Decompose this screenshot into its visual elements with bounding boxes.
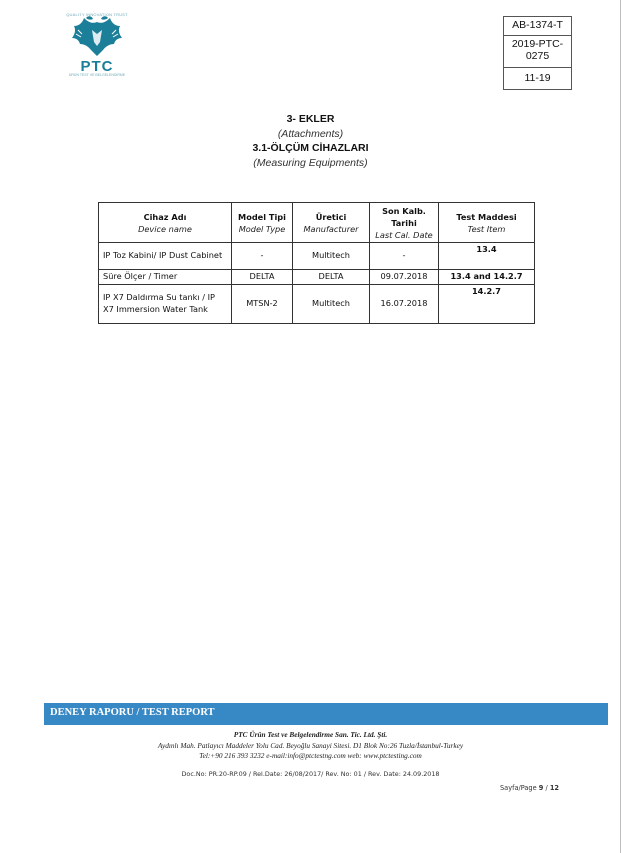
header-test-item-en: Test Item [467,224,506,234]
cell-cal-date: 09.07.2018 [370,270,439,285]
section-title-en: (Attachments) [277,127,344,140]
cell-device: IP X7 Daldırma Su tankı / IP X7 Immersion Water Tank [99,284,232,323]
header-cal-date [370,203,439,243]
cell-test-item: 13.4 and 14.2.7 [439,270,535,285]
page-separator: / [545,784,548,792]
company-info [0,730,621,762]
report-code-box [503,16,572,90]
cell-test-item: 14.2.7 [439,284,535,323]
header-cal-date-en: Last Cal. Date [375,230,433,240]
subsection-title-en: (Measuring Equipments) [253,156,368,169]
cell-model: MTSN-2 [232,284,293,323]
header-model [232,203,293,243]
header-manufacturer [293,203,370,243]
company-address: Aydınlı Mah. Patlayıcı Maddeler Yolu Cad. Beyoğlu Sanayi Sitesi. D1 Blok No:26 Tuzla/İstanbul-Turkey [157,740,464,750]
header-device-tr: Cihaz Adı [143,212,187,222]
code-line-1: AB-1374-T [504,17,571,36]
eagle-emblem-icon [66,12,128,60]
header-test-item-tr: Test Maddesi [456,212,517,222]
page-label: Sayfa/Page [500,784,537,792]
cell-device: Süre Ölçer / Timer [99,270,232,285]
footer-report-title: DENEY RAPORU / TEST REPORT [50,707,215,718]
logo-bottom-text: ÜRÜN TEST VE BELGELENDİRME [68,73,126,77]
logo-top-text: QUALITY INNOVATION TRUST [66,12,128,17]
header-cal-date-tr: Son Kalb. Tarihi [382,206,426,228]
section-title: 3- EKLER [286,113,335,125]
header-model-en: Model Type [238,224,286,234]
page-current: 9 [538,784,544,792]
cell-model: DELTA [232,270,293,285]
footer-report-bar [44,703,608,725]
subsection-title: 3.1-ÖLÇÜM CİHAZLARI [252,142,369,154]
header-test-item [439,203,535,243]
header-model-tr: Model Tipi [238,212,286,222]
logo-brand: PTC [80,58,114,75]
cell-cal-date: - [370,243,439,270]
page-number [500,784,559,792]
page-total: 12 [549,784,560,792]
header-manufacturer-tr: Üretici [315,212,347,222]
table-row [99,243,535,270]
cell-test-item: 13.4 [439,243,535,270]
table-row [99,284,535,323]
measuring-equipment-table [98,202,535,324]
header-device [99,203,232,243]
cell-manufacturer: Multitech [293,284,370,323]
ptc-logo [66,12,128,78]
header-device-en: Device name [138,224,192,234]
document-number: Doc.No: PR.20-RP.09 / Rel.Date: 26/08/2017/ Rev. No: 01 / Rev. Date: 24.09.2018 [181,770,440,778]
table-row [99,270,535,285]
company-contact: Tel:+90 216 393 3232 e-mail:info@ptctestng.com web: www.ptctesting.com [199,751,422,760]
code-line-3: 11-19 [524,72,551,84]
table-header-row [99,203,535,243]
cell-manufacturer: DELTA [293,270,370,285]
company-name: PTC Ürün Test ve Belgelendirme San. Tic. Ltd. Şti. [233,730,388,739]
cell-cal-date: 16.07.2018 [370,284,439,323]
section-headings [0,112,621,170]
header-manufacturer-en: Manufacturer [303,224,359,234]
cell-model: - [232,243,293,270]
cell-manufacturer: Multitech [293,243,370,270]
cell-device: IP Toz Kabini/ IP Dust Cabinet [99,243,232,270]
code-line-2: 2019-PTC-0275 [504,36,571,68]
